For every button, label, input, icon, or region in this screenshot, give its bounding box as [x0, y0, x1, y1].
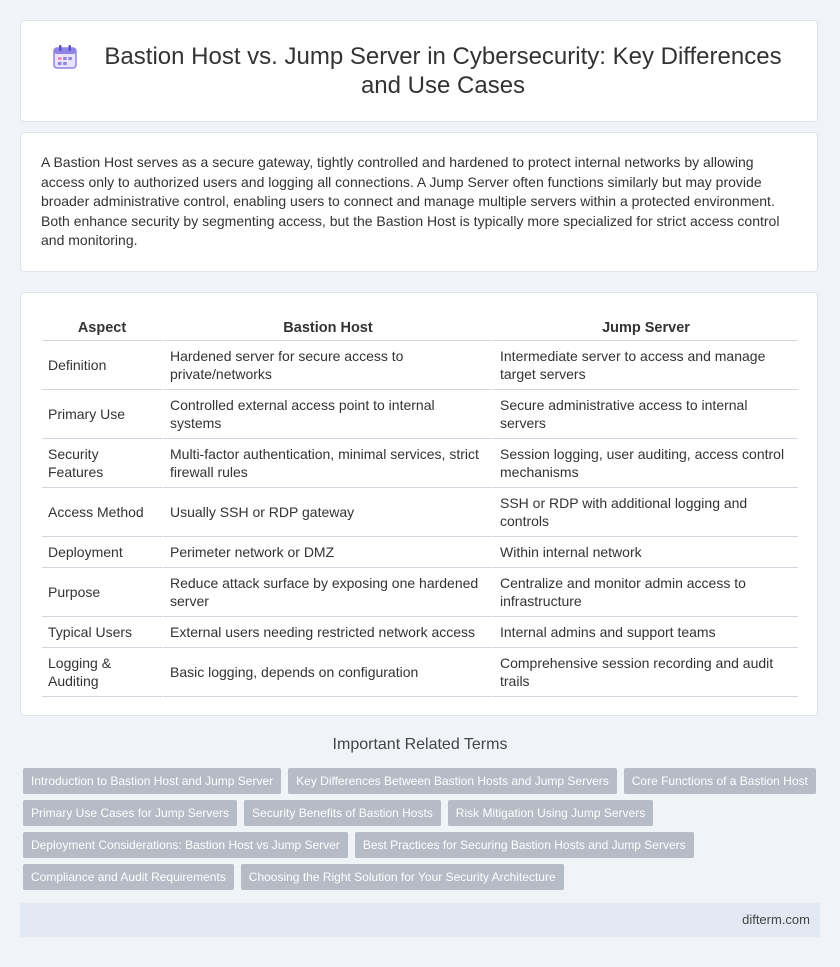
table-cell: Session logging, user auditing, access control mechanisms — [492, 439, 798, 488]
related-term-link[interactable]: Core Functions of a Bastion Host — [624, 768, 816, 794]
table-cell: Purpose — [42, 568, 162, 617]
table-cell: Secure administrative access to internal servers — [492, 390, 798, 439]
related-term-link[interactable]: Introduction to Bastion Host and Jump Server — [23, 768, 281, 794]
table-row — [42, 568, 798, 617]
table-cell: Usually SSH or RDP gateway — [162, 488, 492, 537]
table-cell: Within internal network — [492, 537, 798, 568]
related-term-link[interactable]: Choosing the Right Solution for Your Security Architecture — [241, 864, 564, 890]
table-cell: Intermediate server to access and manage target servers — [492, 341, 798, 390]
table-cell: Hardened server for secure access to private/networks — [162, 341, 492, 390]
footer — [20, 903, 820, 937]
table-header-row — [42, 313, 798, 341]
table-cell: Controlled external access point to internal systems — [162, 390, 492, 439]
table-cell: Definition — [42, 341, 162, 390]
column-header: Jump Server — [492, 313, 798, 341]
related-term-link[interactable]: Security Benefits of Bastion Hosts — [244, 800, 441, 826]
table-cell: Access Method — [42, 488, 162, 537]
related-term-link[interactable]: Risk Mitigation Using Jump Servers — [448, 800, 653, 826]
column-header: Aspect — [42, 313, 162, 341]
table-row — [42, 390, 798, 439]
related-term-link[interactable]: Key Differences Between Bastion Hosts and Jump Servers — [288, 768, 617, 794]
table-cell: Multi-factor authentication, minimal services, strict firewall rules — [162, 439, 492, 488]
related-terms-list — [23, 768, 823, 896]
table-cell: Reduce attack surface by exposing one hardened server — [162, 568, 492, 617]
comparison-table — [42, 313, 798, 697]
page-title: Bastion Host vs. Jump Server in Cybersecurity: Key Differences and Use Cases — [104, 43, 782, 99]
table-cell: Comprehensive session recording and audit trails — [492, 648, 798, 697]
table-row — [42, 648, 798, 697]
table-cell: Centralize and monitor admin access to infrastructure — [492, 568, 798, 617]
related-term-link[interactable]: Primary Use Cases for Jump Servers — [23, 800, 237, 826]
table-row — [42, 537, 798, 568]
related-term-link[interactable]: Best Practices for Securing Bastion Hosts and Jump Servers — [355, 832, 694, 858]
table-row — [42, 488, 798, 537]
calendar-icon — [51, 43, 79, 71]
site-name[interactable]: difterm.com — [742, 912, 810, 927]
table-cell: Internal admins and support teams — [492, 617, 798, 648]
table-cell: Typical Users — [42, 617, 162, 648]
table-cell: Perimeter network or DMZ — [162, 537, 492, 568]
table-cell: External users needing restricted network access — [162, 617, 492, 648]
column-header: Bastion Host — [162, 313, 492, 341]
table-cell: SSH or RDP with additional logging and controls — [492, 488, 798, 537]
related-term-link[interactable]: Deployment Considerations: Bastion Host vs Jump Server — [23, 832, 348, 858]
related-term-link[interactable]: Compliance and Audit Requirements — [23, 864, 234, 890]
table-cell: Primary Use — [42, 390, 162, 439]
table-cell: Deployment — [42, 537, 162, 568]
table-cell: Security Features — [42, 439, 162, 488]
table-cell: Basic logging, depends on configuration — [162, 648, 492, 697]
intro-card — [20, 132, 818, 272]
intro-paragraph: A Bastion Host serves as a secure gateway, tightly controlled and hardened to protect internal networks by allowing access only to authorized users and logging all connections. A Jump Server often functions similarly but may provide broader administrative control, enabling users to connect and manage multiple servers within a protected environment. Both enhance security by segmenting access, but the Bastion Host is typically more specialized for strict access control and monitoring. — [41, 154, 780, 248]
table-row — [42, 439, 798, 488]
table-row — [42, 341, 798, 390]
table-row — [42, 617, 798, 648]
comparison-card — [20, 292, 818, 716]
table-cell: Logging & Auditing — [42, 648, 162, 697]
header-card — [20, 20, 818, 122]
related-terms-title: Important Related Terms — [332, 736, 508, 753]
